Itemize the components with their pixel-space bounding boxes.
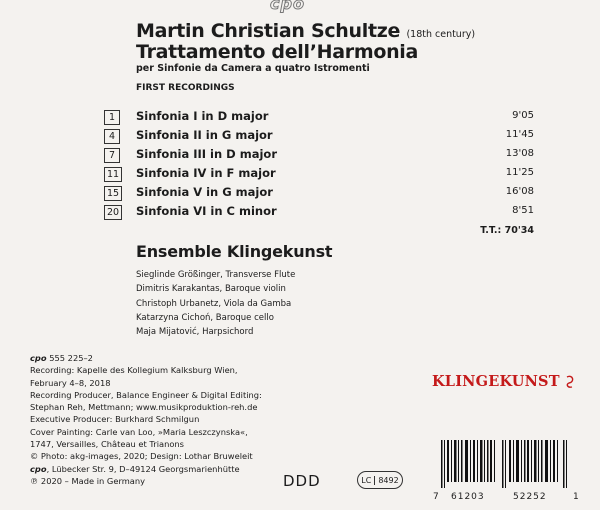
credit-line: © Photo: akg-images, 2020; Design: Lothar Bruweleit (30, 451, 253, 462)
track-number: 1 (104, 110, 120, 125)
member-line: Maja Mijatović, Harpsichord (136, 327, 254, 338)
copyright-line: ℗ 2020 – Made in Germany (30, 475, 146, 486)
member-line: Sieglinde Größinger, Transverse Flute (136, 270, 296, 280)
ensemble-name: Ensemble Klingekunst (136, 242, 333, 261)
track-duration: 13'08 (505, 148, 534, 159)
track-duration: 8'51 (512, 205, 534, 216)
catalog-number: 555 225–2 (49, 353, 93, 363)
album-subtitle: per Sinfonie da Camera a quatro Istromenti (136, 63, 370, 74)
member-line: Dimitris Karakantas, Baroque violin (136, 284, 286, 295)
ensemble-members (136, 268, 295, 339)
credits-block (30, 352, 360, 487)
member-line: Christoph Urbanetz, Viola da Gamba (136, 298, 292, 309)
member-line: Katarzyna Cichoń, Baroque cello (136, 312, 274, 323)
track-title: Sinfonia I in D major (136, 109, 269, 123)
track-duration: 9'05 (512, 110, 534, 121)
composer-date: (18th century) (406, 29, 476, 40)
total-time: T.T.: 70'34 (480, 225, 534, 236)
credit-line: Recording: Kapelle des Kollegium Kalksburg Wien, (30, 365, 238, 376)
credit-line: February 4–8, 2018 (30, 377, 111, 388)
track-row (104, 204, 534, 223)
album-title: Trattamento dell’Harmonia (136, 41, 419, 63)
barcode-digit: 61203 (451, 492, 485, 502)
barcode-digit: 1 (573, 492, 579, 502)
credit-line: Cover Painting: Carle van Loo, »Maria Leszczynska«, (30, 426, 248, 437)
track-title: Sinfonia V in G major (136, 185, 273, 199)
track-number: 15 (104, 186, 122, 201)
track-number: 4 (104, 129, 120, 144)
catalog-line (30, 352, 360, 364)
track-number: 7 (104, 148, 120, 163)
credit-line: Recording Producer, Balance Engineer & Digital Editing: (30, 389, 262, 400)
track-row (104, 166, 534, 185)
composer-name-text: Martin Christian Schultze (136, 20, 401, 42)
cpo-logo-top: cpo (270, 0, 305, 13)
klingekunst-logo-text: KLINGEKUNST (432, 373, 560, 390)
track-list (104, 109, 534, 223)
track-number: 20 (104, 205, 122, 220)
label-code-badge (357, 471, 403, 489)
track-duration: 16'08 (505, 186, 534, 197)
cpo-mark: cpo (30, 353, 47, 363)
ddd-code: DDD (283, 472, 321, 490)
track-row (104, 185, 534, 204)
track-title: Sinfonia III in D major (136, 147, 277, 161)
track-row (104, 109, 534, 128)
lc-label: LC (361, 476, 375, 485)
lc-number: 8492 (378, 475, 399, 485)
track-row (104, 128, 534, 147)
track-number: 11 (104, 167, 122, 182)
credit-line: Executive Producer: Burkhard Schmilgun (30, 414, 200, 425)
track-duration: 11'45 (505, 129, 534, 140)
barcode (433, 440, 583, 500)
barcode-digit: 52252 (513, 492, 547, 502)
barcode-digit: 7 (433, 492, 439, 502)
track-row (104, 147, 534, 166)
scroll-flourish-icon (565, 374, 575, 390)
barcode-bars-icon (433, 440, 583, 488)
track-duration: 11'25 (505, 167, 534, 178)
barcode-digits (433, 492, 583, 504)
track-title: Sinfonia IV in F major (136, 166, 276, 180)
cpo-mark: cpo (30, 463, 47, 474)
address-text: , Lübecker Str. 9, D–49124 Georgsmarienhütte (46, 463, 240, 474)
credit-line: Stephan Reh, Mettmann; www.musikproduktion-reh.de (30, 402, 258, 413)
klingekunst-logo (432, 373, 575, 390)
composer-name (136, 20, 475, 42)
track-title: Sinfonia II in G major (136, 128, 273, 142)
credit-line: 1747, Versailles, Château et Trianons (30, 439, 184, 450)
first-recordings-label: FIRST RECORDINGS (136, 83, 235, 93)
track-title: Sinfonia VI in C minor (136, 204, 277, 218)
